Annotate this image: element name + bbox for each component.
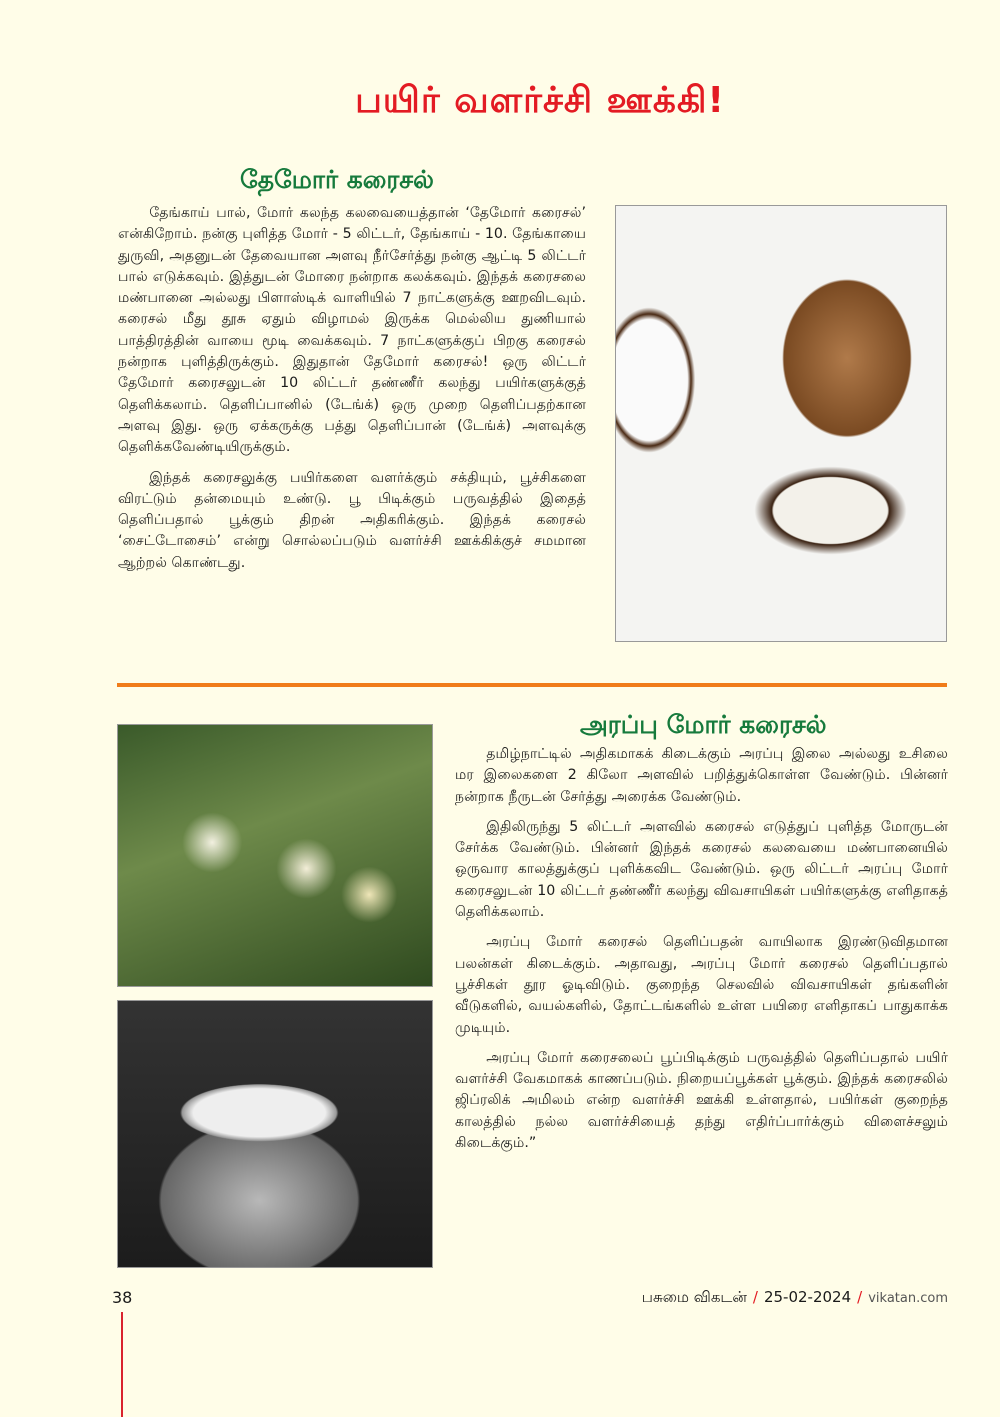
issue-date: 25-02-2024: [763, 1288, 852, 1306]
paragraph: தேங்காய் பால், மோர் கலந்த கலவையைத்தான் ‘தேமோர் கரைசல்’ என்கிறோம். நன்கு புளித்த மோர் - 5 லிட்டர், தேங்காய் - 10. தேங்காயை துருவி, அதனுடன் தேவையான அளவு நீர்சேர்த்து நன்கு ஆட்டி 5 லிட்டர் பால் எடுக்கவும். இத்துடன் மோரை நன்றாக கலக்கவும். இந்தக் கரைசலை மண்பானை அல்லது பிளாஸ்டிக் வாளியில் 7 நாட்களுக்கு ஊறவிடவும். கரைசல் மீது தூசு ஏதும் விழாமல் இருக்க மெல்லிய துணியால் பாத்திரத்தின் வாயை மூடி வைக்கவும். 7 நாட்களுக்குப் பிறகு கரைசல் நன்றாக புளித்திருக்கும். இதுதான் தேமோர் கரைசல்! ஒரு லிட்டர் தேமோர் கரைசலுடன் 10 லிட்டர் தண்ணீர் கலந்து பயிர்களுக்குத் தெளிக்கலாம். தெளிப்பானில் (டேங்க்) ஒரு முறை தெளிப்பதற்கான அளவு இது. ஒரு ஏக்கருக்கு பத்து தெளிப்பான் (டேங்க்) அளவுக்கு தெளிக்கவேண்டியிருக்கும்.: [118, 205, 586, 456]
section2-heading: அரப்பு மோர் கரைசல்: [580, 710, 827, 739]
paragraph: இதிலிருந்து 5 லிட்டர் அளவில் கரைசல் எடுத்துப் புளித்த மோருடன் சேர்க்க வேண்டும். பின்னர் இந்தக் கரைசல் கலவையை மண்பானையில் ஒருவார காலத்துக்குப் புளிக்கவிட வேண்டும். ஒரு லிட்டர் அரப்பு மோர் கரைசலுடன் 10 லிட்டர் தண்ணீர் கலந்து விவசாயிகள் பயிர்களுக்கு எளிதாகத் தெளிக்கலாம்.: [455, 818, 948, 921]
separator: /: [857, 1288, 863, 1306]
page-number: 38: [112, 1288, 133, 1307]
paragraph: அரப்பு மோர் கரைசல் தெளிப்பதன் வாயிலாக இரண்டுவிதமான பலன்கள் கிடைக்கும். அதாவது, அரப்பு மோர் கரைசல் தெளிப்பதால் பூச்சிகள் தூர ஓடிவிடும். குறைந்த செலவில் விவசாயிகள் தங்களின் வீடுகளில், வயல்களில், தோட்டங்களில் உள்ள பயிரை எளிதாகப் பாதுகாக்க முடியும்.: [455, 934, 948, 1036]
section1-body: [118, 203, 586, 583]
coconut-image: [615, 205, 947, 642]
section-divider: [117, 683, 947, 687]
separator: /: [752, 1288, 758, 1306]
footer-info: [642, 1288, 948, 1308]
arappu-flower-image: [117, 724, 433, 987]
buttermilk-pot-image: [117, 1000, 433, 1268]
website[interactable]: vikatan.com: [868, 1291, 948, 1306]
paragraph: இந்தக் கரைசலுக்கு பயிர்களை வளர்க்கும் சக்தியும், பூச்சிகளை விரட்டும் தன்மையும் உண்டு. பூ பிடிக்கும் பருவத்தில் இதைத் தெளிப்பதால் பூக்கும் திறன் அதிகரிக்கும். இந்தக் கரைசல் ‘சைட்டோசைம்’ என்று சொல்லப்படும் வளர்ச்சி ஊக்கிக்குச் சமமான ஆற்றல் கொண்டது.: [118, 469, 586, 571]
section1-heading: தேமோர் கரைசல்: [240, 165, 434, 194]
paragraph: தமிழ்நாட்டில் அதிகமாகக் கிடைக்கும் அரப்பு இலை அல்லது உசிலை மர இலைகளை 2 கிலோ அளவில் பறித்துக்கொள்ள வேண்டும். பின்னர் நன்றாக நீருடன் சேர்த்து அரைக்க வேண்டும்.: [455, 746, 948, 805]
page-title: பயிர் வளர்ச்சி ஊக்கி!: [355, 80, 725, 121]
page-accent-bar: [121, 1312, 123, 1417]
paragraph: அரப்பு மோர் கரைசலைப் பூப்பிடிக்கும் பருவத்தில் தெளிப்பதால் பயிர் வளர்ச்சி வேகமாகக் காணப்படும். நிறையப்பூக்கள் பூக்கும். இந்தக் கரைசலில் ஜிப்ரலிக் அமிலம் என்ற வளர்ச்சி ஊக்கி உள்ளதால், பயிர்கள் குறைந்த காலத்தில் நல்ல வளர்ச்சியைத் தந்து எதிர்ப்பார்க்கும் விளைச்சலும் கிடைக்கும்.”: [455, 1049, 948, 1152]
magazine-name: பசுமை விகடன்: [641, 1288, 747, 1306]
section2-body: [455, 744, 948, 1163]
